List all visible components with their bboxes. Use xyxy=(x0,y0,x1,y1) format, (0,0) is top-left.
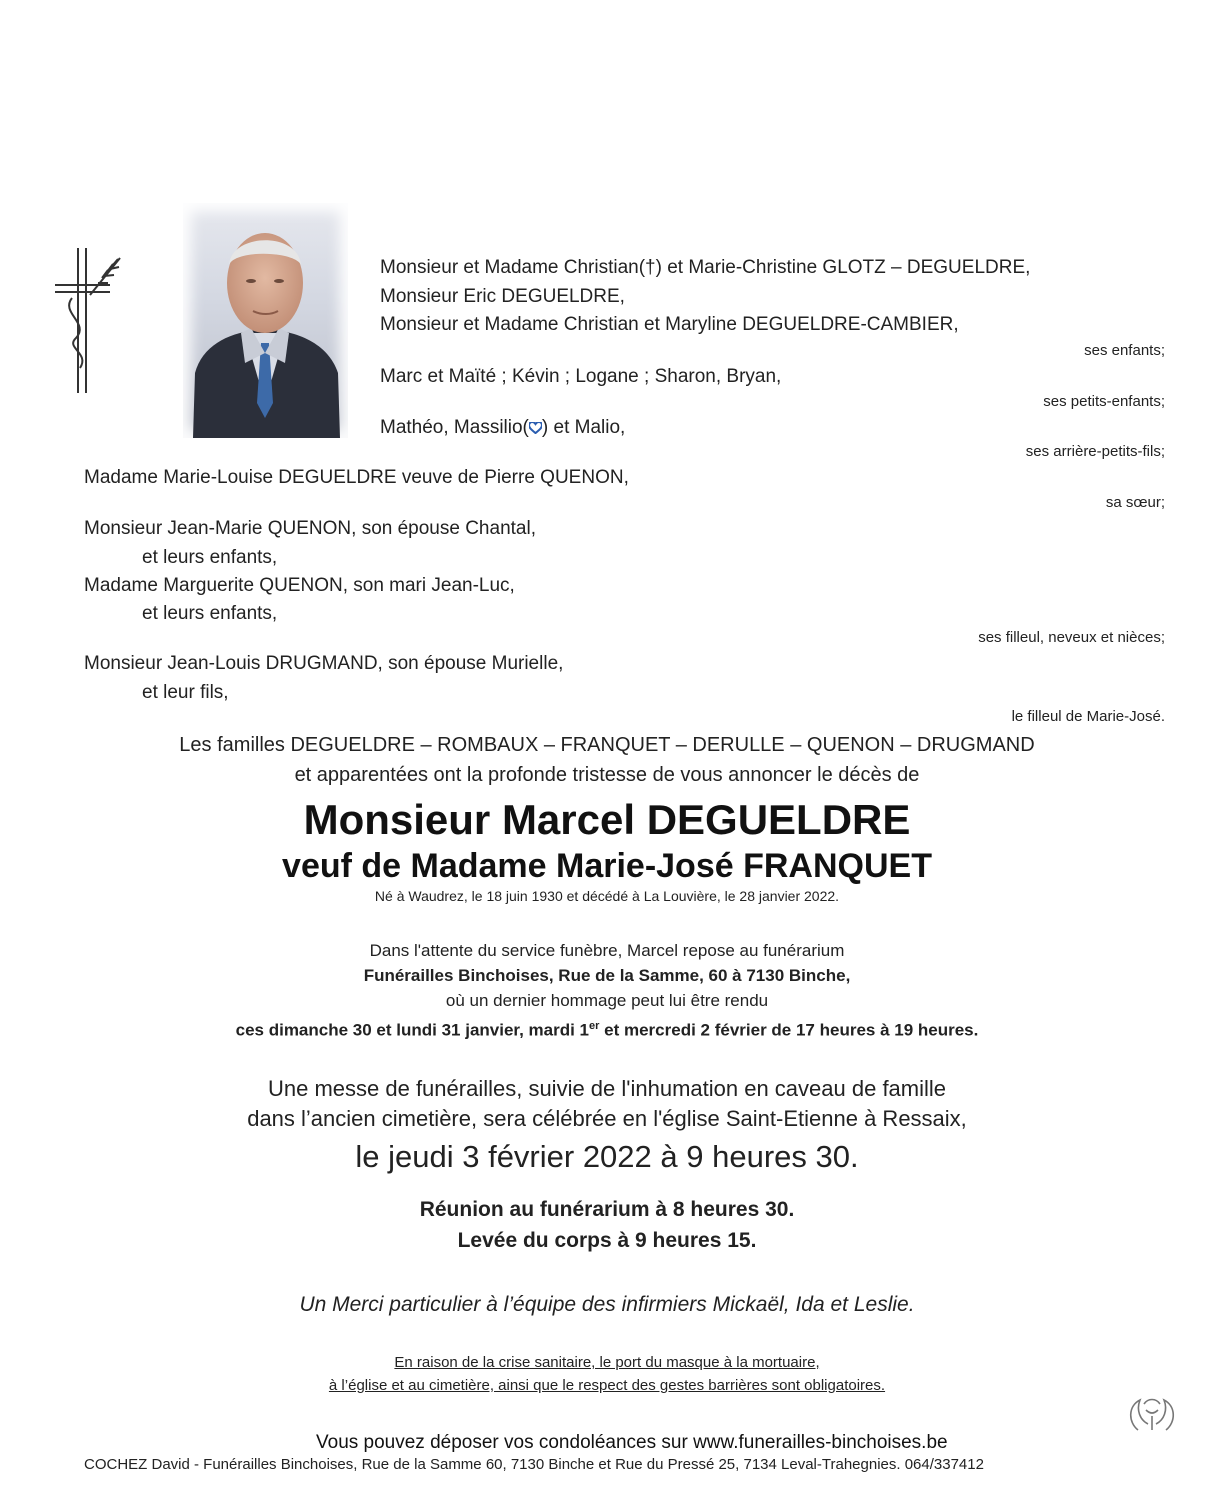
thanks-line: Un Merci particulier à l’équipe des infirmiers Mickaël, Ida et Leslie. xyxy=(299,1293,915,1316)
footer-address: COCHEZ David - Funérailles Binchoises, Rue de la Samme 60, 7130 Binche et Rue du Pressé 25, 7134 Leval-Trahegnies. 064/337412 xyxy=(84,1456,984,1473)
sister-line: Madame Marie-Louise DEGUELDRE veuve de Pierre QUENON, xyxy=(84,467,629,488)
mass-line-1: Une messe de funérailles, suivie de l'inhumation en caveau de famille xyxy=(267,1076,947,1101)
departure-time: Levée du corps à 9 heures 15. xyxy=(457,1229,757,1252)
widower-line: veuf de Madame Marie-José FRANQUET xyxy=(282,847,932,885)
nephews-line-3: Madame Marguerite QUENON, son mari Jean-Luc, xyxy=(84,575,515,596)
covid-line-2: à l’église et au cimetière, ainsi que le respect des gestes barrières sont obligatoires. xyxy=(328,1377,886,1394)
godson-line-1: Monsieur Jean-Louis DRUGMAND, son épouse Murielle, xyxy=(84,653,564,674)
children-line-3: Monsieur et Madame Christian et Maryline DEGUELDRE-CAMBIER, xyxy=(380,314,959,335)
great-grandchildren-after: ) et Malio, xyxy=(541,417,626,438)
sister-relation: sa sœur; xyxy=(1105,494,1165,511)
covid-line-1: En raison de la crise sanitaire, le port du masque à la mortuaire, xyxy=(394,1354,820,1371)
mass-date: le jeudi 3 février 2022 à 9 heures 30. xyxy=(355,1139,859,1174)
nephews-line-1: Monsieur Jean-Marie QUENON, son épouse Chantal, xyxy=(84,518,536,539)
heart-icon xyxy=(529,422,542,434)
viewing-line-3: où un dernier hommage peut lui être rendu xyxy=(445,991,769,1010)
nephews-relation: ses filleul, neveux et nièces; xyxy=(978,629,1165,646)
mass-line-2: dans l’ancien cimetière, sera célébrée en l'église Saint-Etienne à Ressaix, xyxy=(247,1106,967,1131)
nephews-line-4: et leurs enfants, xyxy=(142,603,278,624)
great-grandchildren-before: Mathéo, Massilio( xyxy=(380,417,529,438)
portrait-figure xyxy=(183,203,348,438)
viewing-line-4 xyxy=(0,1015,1214,1042)
great-grandchildren-relation: ses arrière-petits-fils; xyxy=(1025,443,1165,460)
grandchildren-line: Marc et Maïté ; Kévin ; Logane ; Sharon, Bryan, xyxy=(380,366,782,387)
godson-line-2: et leur fils, xyxy=(142,682,229,703)
viewing-dates-sup: er xyxy=(589,1020,600,1032)
children-line-1: Monsieur et Madame Christian(†) et Marie-Christine GLOTZ – DEGUELDRE, xyxy=(380,257,1031,278)
dove-logo-icon xyxy=(1124,1390,1180,1438)
birth-death-dates: Né à Waudrez, le 18 juin 1930 et décédé à La Louvière, le 28 janvier 2022. xyxy=(374,888,840,904)
meeting-time: Réunion au funérarium à 8 heures 30. xyxy=(419,1198,795,1221)
cross-with-wheat-icon xyxy=(50,243,130,398)
announcement-intro: et apparentées ont la profonde tristesse de vous annoncer le décès de xyxy=(294,764,920,786)
nephews-line-2: et leurs enfants, xyxy=(142,547,278,568)
deceased-name: Monsieur Marcel DEGUELDRE xyxy=(303,796,911,843)
viewing-dates-before: ces dimanche 30 et lundi 31 janvier, mardi 1 xyxy=(235,1020,590,1040)
families-line: Les familles DEGUELDRE – ROMBAUX – FRANQUET – DERULLE – QUENON – DRUGMAND xyxy=(179,734,1035,756)
viewing-dates-after: et mercredi 2 février de 17 heures à 19 heures. xyxy=(599,1020,979,1040)
portrait-photo xyxy=(183,203,348,438)
children-line-2: Monsieur Eric DEGUELDRE, xyxy=(380,286,625,307)
condolences-line: Vous pouvez déposer vos condoléances sur www.funerailles-binchoises.be xyxy=(316,1432,948,1453)
viewing-line-1: Dans l'attente du service funèbre, Marcel repose au funérarium xyxy=(369,941,845,960)
children-relation: ses enfants; xyxy=(1084,342,1165,359)
great-grandchildren-line xyxy=(380,416,625,440)
grandchildren-relation: ses petits-enfants; xyxy=(1043,393,1165,410)
godson-relation: le filleul de Marie-José. xyxy=(1011,708,1165,725)
viewing-line-2: Funérailles Binchoises, Rue de la Samme, 60 à 7130 Binche, xyxy=(363,966,851,985)
